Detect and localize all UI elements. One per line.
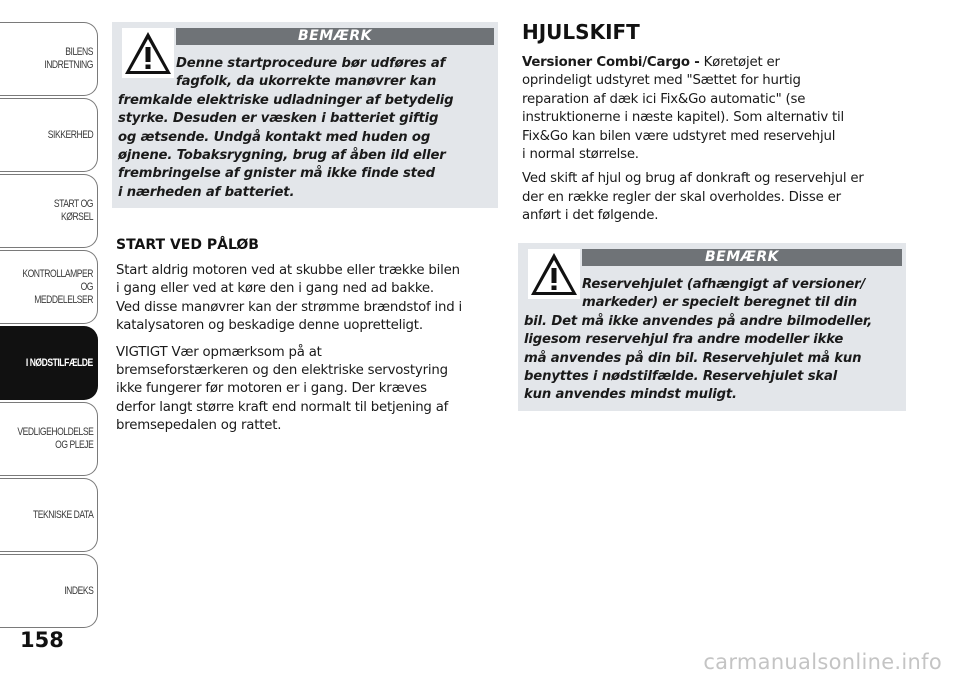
- text-line: i gang eller ved at køre den i gang ned ad bakke.: [116, 281, 434, 297]
- tab-vedligeholdelse[interactable]: [0, 402, 98, 476]
- tab-label: VEDLIGEHOLDELSE OG PLEJE: [17, 426, 93, 451]
- section-heading-start-ved-palob: START VED PÅLØB: [116, 237, 259, 253]
- text-line: Start aldrig motoren ved at skubbe eller trække bilen: [116, 263, 460, 278]
- text-line: anført i det følgende.: [522, 208, 659, 224]
- note-line: bil. Det må ikke anvendes på andre bilmodeller,: [524, 313, 873, 329]
- note-title: BEMÆRK: [582, 249, 902, 266]
- section-body-hjulskift: [522, 54, 912, 226]
- tab-label: BILENS INDRETNING: [44, 46, 93, 71]
- note-line: øjnene. Tobaksrygning, brug af åben ild eller: [118, 148, 446, 164]
- text-line: [522, 54, 912, 72]
- section-heading-hjulskift: HJULSKIFT: [522, 20, 640, 44]
- tab-i-nodstilfaelde[interactable]: [0, 326, 98, 400]
- text-line: oprindeligt udstyret med "Sættet for hurtig: [522, 73, 801, 89]
- tab-kontrollamper[interactable]: [0, 250, 98, 324]
- tab-label: INDEKS: [63, 584, 93, 597]
- note-line: frembringelse af gnister må ikke finde sted: [118, 166, 435, 182]
- section-body-start-ved-palob: [116, 262, 500, 436]
- note-line: i nærheden af batteriet.: [118, 184, 295, 200]
- tab-label: I NØDSTILFÆLDE: [26, 356, 93, 369]
- tab-bilens-indretning[interactable]: [0, 22, 98, 96]
- note-line: kun anvendes mindst muligt.: [524, 387, 737, 403]
- page-number: 158: [20, 628, 64, 652]
- note-line: ligesom reservehjul fra andre modeller ikke: [524, 332, 844, 348]
- note-line: styrke. Desuden er væsken i batteriet giftig: [118, 111, 439, 127]
- tab-start-og-korsel[interactable]: [0, 174, 98, 248]
- paragraph: [522, 170, 912, 225]
- tab-label: START OG KØRSEL: [53, 198, 93, 223]
- warning-note-battery: [112, 22, 498, 208]
- text-line: Ved disse manøvrer kan der strømme brændstof ind i: [116, 299, 463, 315]
- paragraph: [116, 262, 500, 336]
- watermark: carmanualsonline.info: [703, 650, 942, 674]
- note-body: [524, 276, 902, 405]
- tab-sikkerhed[interactable]: [0, 98, 98, 172]
- note-line: Reservehjulet (afhængigt af versioner/: [582, 277, 866, 292]
- text-line: derfor langt større kraft end normalt til betjening af: [116, 399, 449, 415]
- tab-label: KONTROLLAMPER OG MEDDELELSER: [22, 267, 94, 306]
- text-line: VIGTIGT Vær opmærksom på at: [116, 344, 322, 360]
- note-line: benyttes i nødstilfælde. Reservehjulet skal: [524, 369, 838, 385]
- tab-label: SIKKERHED: [47, 128, 93, 141]
- text-line: bremseforstærkeren og den elektriske servostyring: [116, 363, 448, 379]
- text-line: Fix&Go kan bilen være udstyret med reservehjul: [522, 128, 836, 144]
- note-line: fagfolk, da ukorrekte manøvrer kan: [176, 74, 437, 90]
- note-line: Denne startprocedure bør udføres af: [176, 56, 446, 71]
- tab-tekniske-data[interactable]: [0, 478, 98, 552]
- paragraph: [522, 54, 912, 164]
- note-line: og ætsende. Undgå kontakt med huden og: [118, 129, 431, 145]
- text-line: katalysatoren og beskadige denne uopretteligt.: [116, 318, 423, 334]
- note-line: fremkalde elektriske udladninger af betydelig: [118, 92, 454, 108]
- note-line: må anvendes på din bil. Reservehjulet må kun: [524, 350, 862, 366]
- note-body: [118, 55, 494, 202]
- tab-indeks[interactable]: [0, 554, 98, 628]
- tab-label: TEKNISKE DATA: [32, 508, 93, 521]
- text-line: der en række regler der skal overholdes. Disse er: [522, 189, 841, 205]
- text-line: i normal størrelse.: [522, 147, 639, 163]
- versions-label: Versioner Combi/Cargo -: [522, 55, 700, 70]
- text-line: ikke fungerer før motoren er i gang. Der kræves: [116, 381, 427, 397]
- text-line: bremsepedalen og rattet.: [116, 418, 282, 434]
- text-line: instruktionerne i næste kapitel). Som alternativ til: [522, 110, 845, 126]
- warning-note-spare-wheel: [518, 243, 906, 411]
- note-line: markeder) er specielt beregnet til din: [582, 295, 857, 311]
- text-line: reparation af dæk ici Fix&Go automatic" (se: [522, 91, 806, 107]
- paragraph-important: [116, 344, 500, 436]
- text-line: Køretøjet er: [699, 55, 780, 70]
- note-title: BEMÆRK: [176, 28, 494, 45]
- text-line: Ved skift af hjul og brug af donkraft og reservehjul er: [522, 171, 864, 187]
